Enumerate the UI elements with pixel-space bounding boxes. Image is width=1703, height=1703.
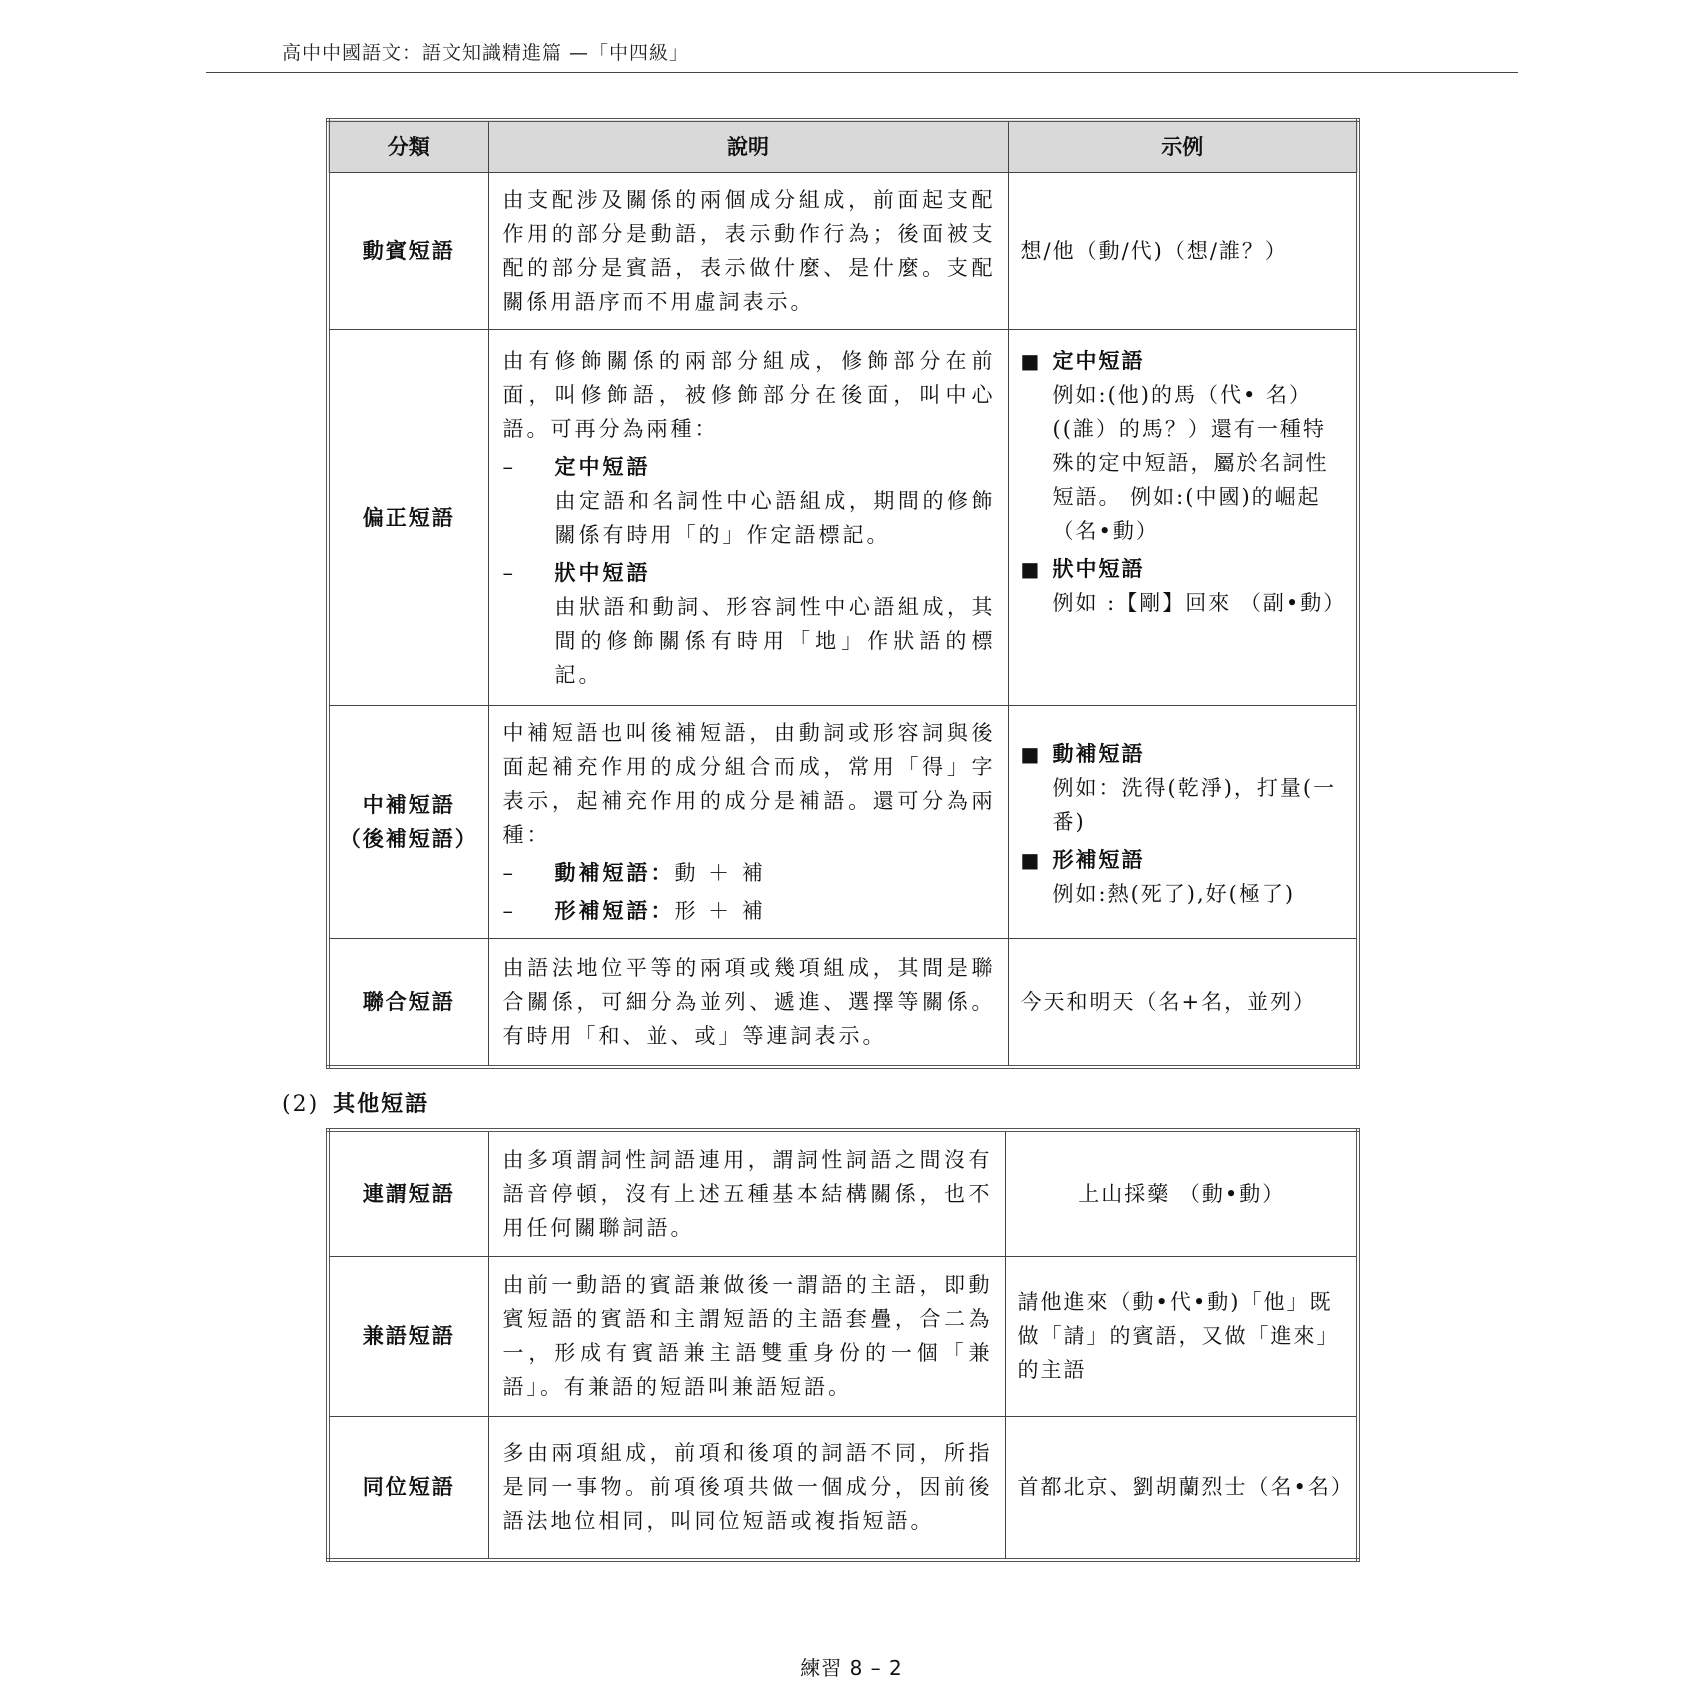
phrase-types-table [326,118,1360,1069]
row-example: 上山採藥 （動•動） [1005,1130,1358,1256]
header-divider [206,72,1518,73]
subitem [503,450,996,552]
row-example: 首都北京、劉胡蘭烈士（名•名） [1005,1416,1358,1560]
subitem-text: 由定語和名詞性中心語組成，期間的修飾關係有時用「的」作定語標記。 [554,488,996,547]
section-heading [282,1087,429,1118]
row-description [488,330,1008,706]
row-category: 兼語短語 [328,1256,488,1416]
example-title: 形補短語 [1052,847,1145,872]
row-category: 聯合短語 [328,939,488,1067]
dash-marker: – [502,899,516,923]
section-number: (2) [282,1092,320,1117]
example-item [1021,344,1347,548]
subitem-text: 動 ＋ 補 [674,861,766,885]
row-description: 由多項謂詞性詞語連用，謂詞性詞語之間沒有語音停頓，沒有上述五種基本結構關係，也不用任何關聯詞語。 [488,1130,1005,1256]
row-category [328,706,488,939]
table-row [328,330,1358,706]
example-item [1021,552,1347,620]
square-bullet-icon: ■ [1020,349,1042,373]
square-bullet-icon: ■ [1020,557,1042,581]
subitem [503,856,996,890]
row-category: 同位短語 [328,1416,488,1560]
subitem-title: 狀中短語 [554,559,651,585]
table-row [328,173,1358,330]
example-title: 定中短語 [1052,348,1145,373]
subitem-title: 動補短語： [554,860,675,885]
dash-marker: – [502,560,516,585]
example-item [1021,843,1347,911]
description-text: 由有修飾關係的兩部分組成，修飾部分在前面，叫修飾語，被修飾部分在後面，叫中心語。可再分為兩種： [502,348,996,441]
section-title: 其他短語 [333,1091,430,1117]
table-row [328,1130,1358,1256]
description-text: 中補短語也叫後補短語，由動詞或形容詞與後面起補充作用的成分組合而成，常用「得」字表示，起補充作用的成分是補語。還可分為兩種： [502,721,996,847]
subitem [503,894,996,928]
example-item [1021,737,1347,839]
subitem-title: 定中短語 [554,453,651,479]
header-description: 說明 [488,120,1008,173]
subitem-text: 形 ＋ 補 [674,899,766,923]
example-text: 例如：洗得(乾淨)，打量(一番) [1052,776,1337,834]
row-category: 動賓短語 [328,173,488,330]
example-title: 動補短語 [1052,741,1145,766]
row-example [1008,706,1358,939]
row-category: 偏正短語 [328,330,488,706]
example-text: 例如:熱(死了),好(極了) [1052,882,1296,906]
header-category: 分類 [328,120,488,173]
subitem-text: 由狀語和動詞、形容詞性中心語組成，其間的修飾關係有時用「地」作狀語的標記。 [554,594,996,687]
example-text: 例如:(他)的馬（代• 名）((誰）的馬？）還有一種特殊的定中短語，屬於名詞性短語。 例如:(中國)的崛起 （名•動） [1052,383,1329,543]
page-header: 高中中國語文：語文知識精進篇 —「中四級」 [282,42,690,64]
row-example: 想/他（動/代)（想/誰？） [1008,173,1358,330]
square-bullet-icon: ■ [1020,848,1042,872]
table-row [328,1416,1358,1560]
dash-marker: – [502,454,516,479]
square-bullet-icon: ■ [1020,742,1042,766]
table-row [328,706,1358,939]
row-example: 請他進來（動•代•動)「他」既做「請」的賓語，又做「進來」的主語 [1005,1256,1358,1416]
subitem-title: 形補短語： [554,898,675,923]
row-category: 連謂短語 [328,1130,488,1256]
table-row [328,1256,1358,1416]
other-phrases-table [326,1128,1360,1562]
subitem [503,556,996,692]
row-description: 由支配涉及關係的兩個成分組成，前面起支配作用的部分是動語，表示動作行為；後面被支配的部分是賓語，表示做什麼、是什麼。支配關係用語序而不用虛詞表示。 [488,173,1008,330]
row-example [1008,330,1358,706]
category-name: 中補短語 [362,792,455,817]
table-row [328,939,1358,1067]
row-description: 由語法地位平等的兩項或幾項組成，其間是聯合關係，可細分為並列、遞進、選擇等關係。有時用「和、並、或」等連詞表示。 [488,939,1008,1067]
row-example: 今天和明天（名+名，並列） [1008,939,1358,1067]
page-number: 練習 8 – 2 [800,1656,903,1680]
dash-marker: – [502,861,516,885]
table-header-row [328,120,1358,173]
category-alias: （後補短語） [339,826,478,851]
example-title: 狀中短語 [1052,556,1145,581]
row-description: 多由兩項組成，前項和後項的詞語不同，所指是同一事物。前項後項共做一個成分，因前後語法地位相同，叫同位短語或複指短語。 [488,1416,1005,1560]
row-description [488,706,1008,939]
example-text: 例如 :【剛】回來 （副•動） [1052,591,1347,615]
header-example: 示例 [1008,120,1358,173]
row-description: 由前一動語的賓語兼做後一謂語的主語，即動賓短語的賓語和主謂短語的主語套疊，合二為一，形成有賓語兼主語雙重身份的一個「兼語」。有兼語的短語叫兼語短語。 [488,1256,1005,1416]
